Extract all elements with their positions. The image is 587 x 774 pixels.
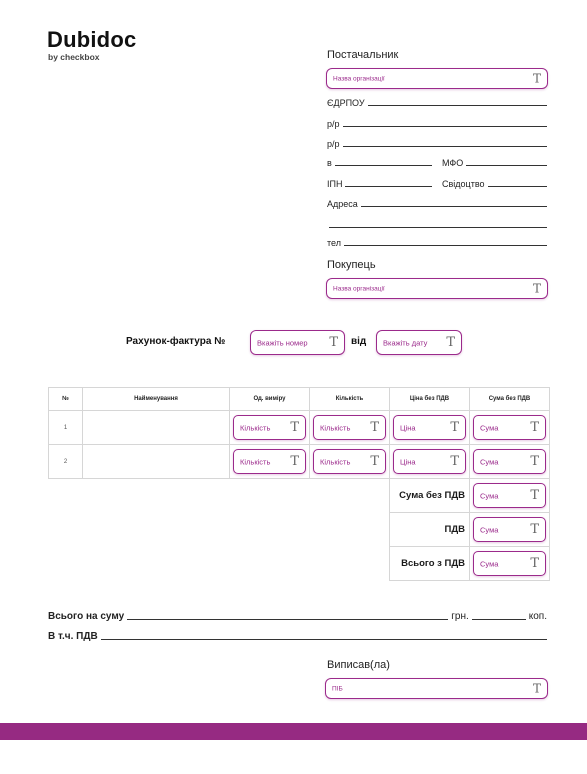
signed-by-field[interactable] xyxy=(325,678,548,699)
table-row xyxy=(49,411,550,445)
items-table xyxy=(48,387,550,581)
footer-bar xyxy=(0,723,587,740)
invoice-from-label: від xyxy=(351,336,367,347)
invoice-date-field[interactable] xyxy=(376,330,462,355)
rr1-line[interactable] xyxy=(327,119,547,129)
sum-placeholder: Сума xyxy=(480,423,499,432)
text-type-icon: T xyxy=(370,453,379,469)
text-type-icon: T xyxy=(532,281,541,296)
brand-logo: Dubidoc xyxy=(47,27,137,52)
qty-field[interactable] xyxy=(313,449,386,474)
buyer-org-placeholder: Назва організації xyxy=(333,285,385,292)
supplier-org-placeholder: Назва організації xyxy=(333,75,385,82)
total-row xyxy=(49,479,550,513)
total-row xyxy=(49,547,550,581)
text-type-icon: T xyxy=(290,419,299,435)
total-placeholder: Сума xyxy=(480,559,499,568)
certificate-line[interactable] xyxy=(442,179,547,189)
invoice-number-placeholder: Вкажіть номер xyxy=(257,338,308,347)
unit-placeholder: Кількість xyxy=(240,423,271,432)
buyer-org-field[interactable] xyxy=(326,278,548,299)
signed-by-label: Виписав(ла) xyxy=(327,659,390,671)
text-type-icon: T xyxy=(530,453,539,469)
bank-label: в xyxy=(327,158,332,168)
certificate-label: Свідоцтво xyxy=(442,179,485,189)
unit-field[interactable] xyxy=(233,415,306,440)
text-type-icon: T xyxy=(329,334,338,350)
text-type-icon: T xyxy=(290,453,299,469)
rr1-label: р/р xyxy=(327,119,340,129)
brand-subtitle: by checkbox xyxy=(48,52,100,62)
text-type-icon: T xyxy=(532,681,541,696)
kop-input[interactable] xyxy=(472,618,526,620)
ipn-line[interactable] xyxy=(327,179,432,189)
text-type-icon: T xyxy=(530,555,539,571)
text-type-icon: T xyxy=(530,419,539,435)
text-type-icon: T xyxy=(450,453,459,469)
price-cell xyxy=(390,411,470,445)
row-number: 1 xyxy=(49,411,83,445)
table-row xyxy=(49,445,550,479)
tel-line[interactable] xyxy=(327,238,547,248)
address-line[interactable] xyxy=(327,199,547,209)
qty-cell xyxy=(310,445,390,479)
col-num: № xyxy=(49,388,83,411)
total-with-vat-field[interactable] xyxy=(473,551,546,576)
vat-cell xyxy=(470,513,550,547)
col-unit: Од. виміру xyxy=(230,388,310,411)
mfo-label: МФО xyxy=(442,158,464,168)
unit-placeholder: Кількість xyxy=(240,457,271,466)
total-with-vat-label: Всього з ПДВ xyxy=(390,547,470,581)
price-placeholder: Ціна xyxy=(400,457,416,466)
col-price: Ціна без ПДВ xyxy=(390,388,470,411)
item-name-cell[interactable] xyxy=(83,411,230,445)
total-no-vat-field[interactable] xyxy=(473,483,546,508)
rr2-line[interactable] xyxy=(327,139,547,149)
kop-label: коп. xyxy=(528,611,547,622)
text-type-icon: T xyxy=(530,487,539,503)
col-sum: Сума без ПДВ xyxy=(470,388,550,411)
invoice-label: Рахунок-фактура № xyxy=(126,336,226,347)
price-placeholder: Ціна xyxy=(400,423,416,432)
address-line-2[interactable] xyxy=(329,227,547,228)
sum-field[interactable] xyxy=(473,415,546,440)
sum-cell xyxy=(470,445,550,479)
buyer-heading: Покупець xyxy=(327,259,376,271)
unit-cell xyxy=(230,445,310,479)
price-field[interactable] xyxy=(393,415,466,440)
qty-placeholder: Кількість xyxy=(320,423,351,432)
unit-field[interactable] xyxy=(233,449,306,474)
price-cell xyxy=(390,445,470,479)
total-with-vat-cell xyxy=(470,547,550,581)
text-type-icon: T xyxy=(450,419,459,435)
sum-placeholder: Сума xyxy=(480,457,499,466)
sum-field[interactable] xyxy=(473,449,546,474)
mfo-line[interactable] xyxy=(442,158,547,168)
total-row xyxy=(49,513,550,547)
vat-amount-input[interactable] xyxy=(101,638,547,640)
vat-label: ПДВ xyxy=(390,513,470,547)
col-name: Найменування xyxy=(83,388,230,411)
ipn-label: ІПН xyxy=(327,179,343,189)
supplier-heading: Постачальник xyxy=(327,49,399,61)
vat-field[interactable] xyxy=(473,517,546,542)
rr2-label: р/р xyxy=(327,139,340,149)
tel-label: тел xyxy=(327,238,341,248)
invoice-number-field[interactable] xyxy=(250,330,345,355)
total-amount-input[interactable] xyxy=(127,618,448,620)
item-name-cell[interactable] xyxy=(83,445,230,479)
qty-placeholder: Кількість xyxy=(320,457,351,466)
signed-by-placeholder: ПІБ xyxy=(332,685,343,692)
edrpou-label: ЄДРПОУ xyxy=(327,98,365,108)
unit-cell xyxy=(230,411,310,445)
text-type-icon: T xyxy=(532,71,541,86)
vat-amount-label: В т.ч. ПДВ xyxy=(48,631,98,642)
uah-label: грн. xyxy=(451,611,469,622)
text-type-icon: T xyxy=(446,334,455,350)
bank-line[interactable] xyxy=(327,158,432,168)
sum-cell xyxy=(470,411,550,445)
supplier-org-field[interactable] xyxy=(326,68,548,89)
qty-cell xyxy=(310,411,390,445)
edrpou-line[interactable] xyxy=(327,98,547,108)
table-header-row xyxy=(49,388,550,411)
invoice-date-placeholder: Вкажіть дату xyxy=(383,338,428,347)
col-qty: Кількість xyxy=(310,388,390,411)
total-no-vat-cell xyxy=(470,479,550,513)
total-no-vat-label: Сума без ПДВ xyxy=(390,479,470,513)
row-number: 2 xyxy=(49,445,83,479)
total-placeholder: Сума xyxy=(480,491,499,500)
qty-field[interactable] xyxy=(313,415,386,440)
text-type-icon: T xyxy=(370,419,379,435)
total-placeholder: Сума xyxy=(480,525,499,534)
total-amount-line xyxy=(48,611,547,622)
total-amount-label: Всього на суму xyxy=(48,611,125,622)
text-type-icon: T xyxy=(530,521,539,537)
vat-amount-line xyxy=(48,631,547,642)
address-label: Адреса xyxy=(327,199,358,209)
price-field[interactable] xyxy=(393,449,466,474)
